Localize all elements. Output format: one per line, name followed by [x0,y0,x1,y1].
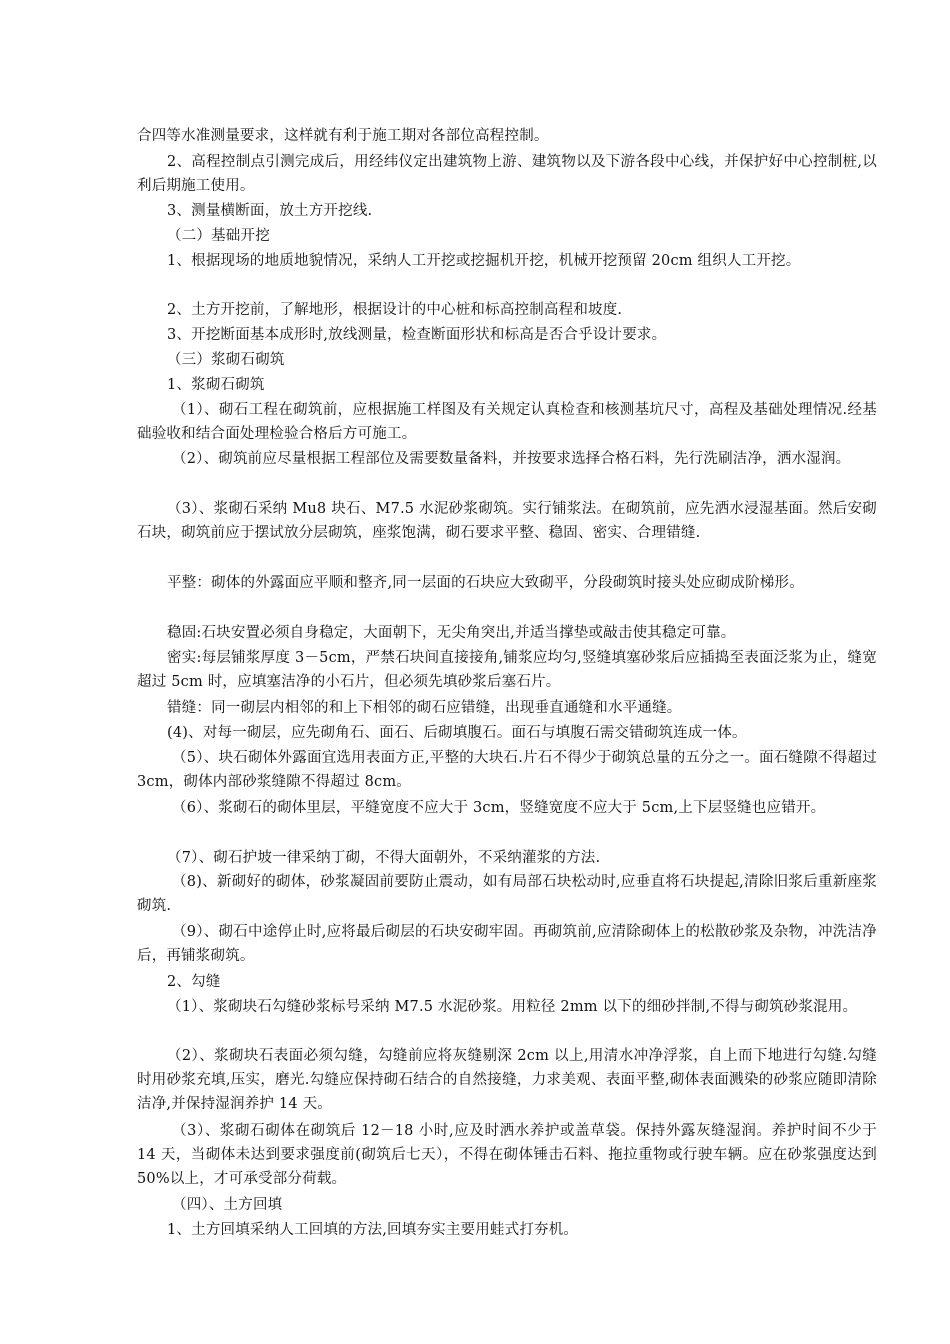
subheading-pointing: 2、勾缝 [167,974,221,990]
paragraph-masonry-4: (4)、对每一砌层，应先砌角石、面石、后砌填腹石。面石与填腹石需交错砌筑连成一体。 [167,725,747,741]
paragraph-masonry-2: （2）、砌筑前应尽量根据工程部位及需要数量备料，并按要求选择合格石料，先行洗刷洁净，洒水湿润。 [172,451,851,467]
paragraph-staggered-joints: 错缝：同一砌层内相邻的和上下相邻的砌石应错缝，出现垂直通缝和水平通缝。 [167,700,682,716]
paragraph-masonry-9: （9）、砌石中途停止时,应将最后砌层的石块安砌牢固。再砌筑前,应清除砌体上的松散砂浆及杂物，冲洗洁净后，再铺浆砌筑。 [137,924,877,964]
paragraph-masonry-1: （1）、砌石工程在砌筑前，应根据施工样图及有关规定认真检查和核测基坑尺寸，高程及基础处理情况.经基础验收和结合面处理检验合格后方可施工。 [137,402,877,442]
heading-masonry: （三）浆砌石砌筑 [167,352,285,368]
paragraph-leveling-requirement: 合四等水准测量要求，这样就有利于施工期对各部位高程控制。 [137,128,549,144]
paragraph-pointing-2: （2）、浆砌块石表面必须勾缝，勾缝前应将灰缝剔深 2cm 以上,用清水冲净浮浆，自上而下地进行勾缝.勾缝时用砂浆充填,压实，磨光.勾缝应保持砌石结合的自然接缝，力求美观、表面平整,砌体表面溅染的砂浆应随即清除洁净,并保持湿润养护 14 天。 [137,1048,877,1112]
heading-backfill: （四）、土方回填 [172,1197,283,1213]
paragraph-excavation-3: 3、开挖断面基本成形时,放线测量，检查断面形状和标高是否合乎设计要求。 [167,327,667,343]
paragraph-excavation-1: 1、根据现场的地质地貌情况，采纳人工开挖或挖掘机开挖，机械开挖预留 20cm 组织人工开挖。 [167,253,801,269]
paragraph-elevation-control: 2、高程控制点引测完成后，用经纬仪定出建筑物上游、建筑物以及下游各段中心线，并保护好中心控制桩,以利后期施工使用。 [137,154,877,194]
paragraph-pointing-3: （3）、浆砌石砌体在砌筑后 12－18 小时,应及时洒水养护或盖草袋。保持外露灰缝湿润。养护时间不少于 14 天，当砌体未达到要求强度前(砌筑后七天），不得在砌体锤击石料、拖拉重物或行驶车辆。应在砂浆强度达到 50%以上，才可承受部分荷载。 [137,1123,877,1187]
heading-foundation-excavation: （二）基础开挖 [167,228,270,244]
paragraph-backfill-1: 1、土方回填采纳人工回填的方法,回填夯实主要用蛙式打夯机。 [167,1222,579,1238]
subheading-masonry: 1、浆砌石砌筑 [167,377,265,393]
paragraph-excavation-2: 2、土方开挖前，了解地形，根据设计的中心桩和标高控制高程和坡度. [167,302,623,318]
paragraph-masonry-6: （6）、浆砌石的砌体里层，平缝宽度不应大于 3cm，竖缝宽度不应大于 5cm,上下层竖缝也应错开。 [172,800,826,816]
paragraph-compactness: 密实:每层铺浆厚度 3－5cm，严禁石块间直接接角,铺浆应均匀,竖缝填塞砂浆后应插捣至表面泛浆为止，缝宽超过 5cm 时，应填塞洁净的小石片，但必须先填砂浆后塞石片。 [137,650,877,690]
paragraph-pointing-1: （1）、浆砌块石勾缝砂浆标号采纳 M7.5 水泥砂浆。用粒径 2mm 以下的细砂拌制,不得与砌筑砂浆混用。 [167,999,858,1015]
paragraph-masonry-3: （3）、浆砌石采纳 Mu8 块石、M7.5 水泥砂浆砌筑。实行铺浆法。在砌筑前，应先洒水浸湿基面。然后安砌石块，砌筑前应于摆试放分层砌筑，座浆饱满，砌石要求平整、稳固、密实、合理错缝. [137,501,877,541]
paragraph-masonry-5: （5）、块石砌体外露面宜选用表面方正,平整的大块石.片石不得少于砌筑总量的五分之一。面石缝隙不得超过 3cm，砌体内部砂浆缝隙不得超过 8cm。 [137,750,877,790]
paragraph-masonry-7: （7）、砌石护坡一律采纳丁砌，不得大面朝外，不采纳灌浆的方法. [167,850,601,866]
paragraph-stability: 稳固:石块安置必须自身稳定，大面朝下，无尖角突出,并适当撑垫或敲击使其稳定可靠。 [167,625,736,641]
paragraph-cross-section: 3、测量横断面，放土方开挖线. [167,203,373,219]
paragraph-flatness: 平整：砌体的外露面应平顺和整齐,同一层面的石块应大致砌平，分段砌筑时接头处应砌成阶梯形。 [167,575,804,591]
paragraph-masonry-8: （8)、新砌好的砌体，砂浆凝固前要防止震动，如有局部石块松动时,应垂直将石块提起,清除旧浆后重新座浆砌筑. [137,874,877,914]
